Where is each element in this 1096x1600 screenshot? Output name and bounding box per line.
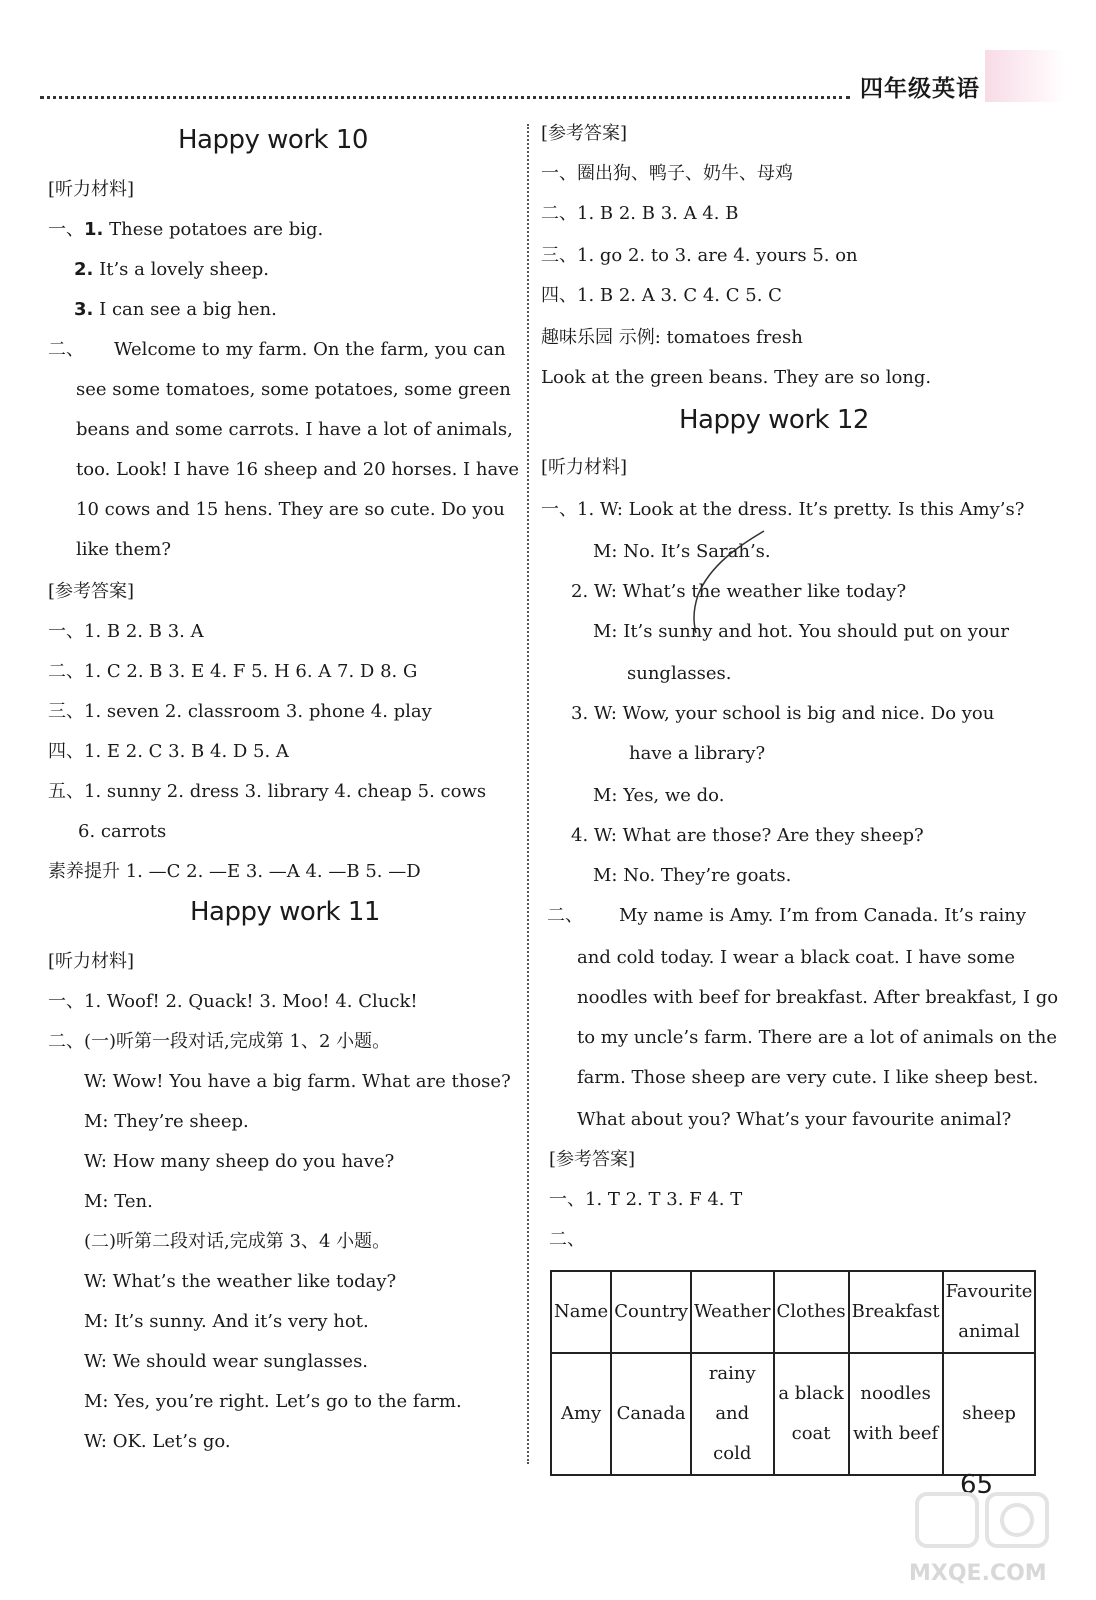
hw11-dialog-1: W: Wow! You have a big farm. What are those? xyxy=(84,1071,511,1092)
header-line: Favourite xyxy=(945,1281,1033,1302)
hw12-listening-label: [听力材料] xyxy=(541,457,628,478)
hw11-answer-1: 一、圈出狗、鸭子、奶牛、母鸡 xyxy=(541,163,793,184)
hw12-dialog-2: M: No. It’s Sarah’s. xyxy=(593,541,771,562)
column-divider xyxy=(527,124,529,1464)
hw12-dialog-6: 3. W: Wow, your school is big and nice. Do you xyxy=(571,703,995,724)
header-decoration xyxy=(985,50,1065,102)
item-number: 2. xyxy=(74,259,94,280)
hw11-dialog-7: W: We should wear sunglasses. xyxy=(84,1351,369,1372)
table-header-cell: Country xyxy=(611,1271,691,1353)
item-number: 3. xyxy=(74,299,94,320)
hw12-dialog-10: M: No. They’re goats. xyxy=(593,865,792,886)
table-header-cell xyxy=(943,1271,1036,1353)
hw12-dialog-3: 2. W: What’s the weather like today? xyxy=(571,581,907,602)
table-header-cell: Weather xyxy=(691,1271,774,1353)
hw12-dialog-1: 一、1. W: Look at the dress. It’s pretty. Is this Amy’s? xyxy=(541,499,1025,520)
hw11-dialog-3: W: How many sheep do you have? xyxy=(84,1151,395,1172)
hw11-answer-label: [参考答案] xyxy=(541,123,628,144)
hw12-passage-line-3: noodles with beef for breakfast. After breakfast, I go xyxy=(577,987,1059,1008)
hw12-dialog-7: have a library? xyxy=(629,743,766,764)
hw11-answer-3: 三、1. go 2. to 3. are 4. yours 5. on xyxy=(541,245,858,266)
cell-line: coat xyxy=(791,1423,831,1444)
table-cell xyxy=(691,1353,774,1475)
hw11-dialog-5: W: What’s the weather like today? xyxy=(84,1271,397,1292)
hw12-passage-line-1: My name is Amy. I’m from Canada. It’s rainy xyxy=(619,905,1027,926)
hw10-listening-label: [听力材料] xyxy=(48,179,135,200)
hw10-answer-5: 五、1. sunny 2. dress 3. library 4. cheap 5. cows xyxy=(48,781,487,802)
hw10-answer-6: 6. carrots xyxy=(78,821,167,842)
hw10-passage-line-1: Welcome to my farm. On the farm, you can xyxy=(114,339,506,360)
hw10-passage-line-2: see some tomatoes, some potatoes, some green xyxy=(76,379,511,400)
hw11-answer-6: Look at the green beans. They are so long. xyxy=(541,367,932,388)
handwritten-pen-stroke xyxy=(680,525,770,635)
table-cell xyxy=(849,1353,943,1475)
hw11-listen-1: 一、1. Woof! 2. Quack! 3. Moo! 4. Cluck! xyxy=(48,991,418,1012)
table-header-row xyxy=(551,1271,1035,1353)
cell-line: a black xyxy=(778,1383,844,1404)
item-text: It’s a lovely sheep. xyxy=(99,259,270,280)
hw10-passage-prefix: 二、 xyxy=(48,339,84,360)
hw10-answer-7: 素养提升 1. —C 2. —E 3. —A 4. —B 5. —D xyxy=(48,861,421,882)
hw11-dialog-8: M: Yes, you’re right. Let’s go to the farm. xyxy=(84,1391,462,1412)
hw11-listening-label: [听力材料] xyxy=(48,951,135,972)
amy-info-table xyxy=(550,1270,1036,1476)
hw10-answer-1: 一、1. B 2. B 3. A xyxy=(48,621,204,642)
hw10-title: Happy work 10 xyxy=(178,125,368,155)
hw10-passage-line-5: 10 cows and 15 hens. They are so cute. Do you xyxy=(76,499,505,520)
hw10-answer-label: [参考答案] xyxy=(48,581,135,602)
hw11-answer-2: 二、1. B 2. B 3. A 4. B xyxy=(541,203,739,224)
hw10-answer-4: 四、1. E 2. C 3. B 4. D 5. A xyxy=(48,741,289,762)
table-header-cell: Breakfast xyxy=(849,1271,943,1353)
hw12-passage-line-2: and cold today. I wear a black coat. I have some xyxy=(577,947,1015,968)
table-cell: Amy xyxy=(551,1353,611,1475)
table-cell: sheep xyxy=(943,1353,1036,1475)
hw12-dialog-8: M: Yes, we do. xyxy=(593,785,725,806)
item-text: These potatoes are big. xyxy=(109,219,324,240)
hw11-answer-4: 四、1. B 2. A 3. C 4. C 5. C xyxy=(541,285,782,306)
item-number: 1. xyxy=(84,219,104,240)
header-line: animal xyxy=(958,1321,1020,1342)
item-text: I can see a big hen. xyxy=(99,299,277,320)
hw10-passage-line-6: like them? xyxy=(76,539,171,560)
hw12-passage-prefix: 二、 xyxy=(547,905,583,926)
cell-line: rainy and xyxy=(708,1363,756,1424)
table-row xyxy=(551,1353,1035,1475)
hw10-passage-line-3: beans and some carrots. I have a lot of animals, xyxy=(76,419,513,440)
hw10-listen-item-1 xyxy=(48,218,323,242)
cell-line: cold xyxy=(713,1443,752,1464)
hw11-dialog-4: M: Ten. xyxy=(84,1191,153,1212)
cell-line: with beef xyxy=(853,1423,939,1444)
table-cell xyxy=(774,1353,849,1475)
table-header-cell: Name xyxy=(551,1271,611,1353)
section-prefix: 一、 xyxy=(48,219,84,240)
hw12-answer-label: [参考答案] xyxy=(549,1149,636,1170)
hw10-listen-item-3 xyxy=(74,298,277,322)
hw11-listen-2: 二、(一)听第一段对话,完成第 1、2 小题。 xyxy=(48,1031,391,1052)
hw10-answer-2: 二、1. C 2. B 3. E 4. F 5. H 6. A 7. D 8. G xyxy=(48,661,418,682)
hw12-passage-line-4: to my uncle’s farm. There are a lot of animals on the xyxy=(577,1027,1058,1048)
hw12-dialog-4: M: It’s sunny and hot. You should put on your xyxy=(593,621,1009,642)
cell-line: noodles xyxy=(860,1383,931,1404)
hw11-answer-5: 趣味乐园 示例: tomatoes fresh xyxy=(541,327,803,348)
hw11-dialog-6: M: It’s sunny. And it’s very hot. xyxy=(84,1311,369,1332)
table-cell: Canada xyxy=(611,1353,691,1475)
watermark-text: MXQE.COM xyxy=(909,1561,1047,1586)
page-number: 65 xyxy=(960,1470,994,1500)
hw10-answer-3: 三、1. seven 2. classroom 3. phone 4. play xyxy=(48,701,432,722)
header-dotted-rule xyxy=(40,96,850,99)
hw11-dialog-2: M: They’re sheep. xyxy=(84,1111,249,1132)
table-header-cell: Clothes xyxy=(774,1271,849,1353)
hw12-passage-line-6: What about you? What’s your favourite animal? xyxy=(577,1109,1012,1130)
hw12-dialog-5: sunglasses. xyxy=(627,663,732,684)
hw11-listen-3: (二)听第二段对话,完成第 3、4 小题。 xyxy=(84,1231,391,1252)
page-subject-title: 四年级英语 xyxy=(860,76,980,102)
hw10-listen-item-2 xyxy=(74,258,269,282)
hw10-passage-line-4: too. Look! I have 16 sheep and 20 horses. I have xyxy=(76,459,520,480)
hw11-title: Happy work 11 xyxy=(190,897,380,927)
hw12-dialog-9: 4. W: What are those? Are they sheep? xyxy=(571,825,924,846)
hw12-passage-line-5: farm. Those sheep are very cute. I like sheep best. xyxy=(577,1067,1039,1088)
hw12-answer-1: 一、1. T 2. T 3. F 4. T xyxy=(549,1189,743,1210)
watermark-logo xyxy=(905,1488,1075,1588)
hw12-answer-2: 二、 xyxy=(549,1229,585,1250)
hw11-dialog-9: W: OK. Let’s go. xyxy=(84,1431,231,1452)
hw12-title: Happy work 12 xyxy=(679,405,869,435)
